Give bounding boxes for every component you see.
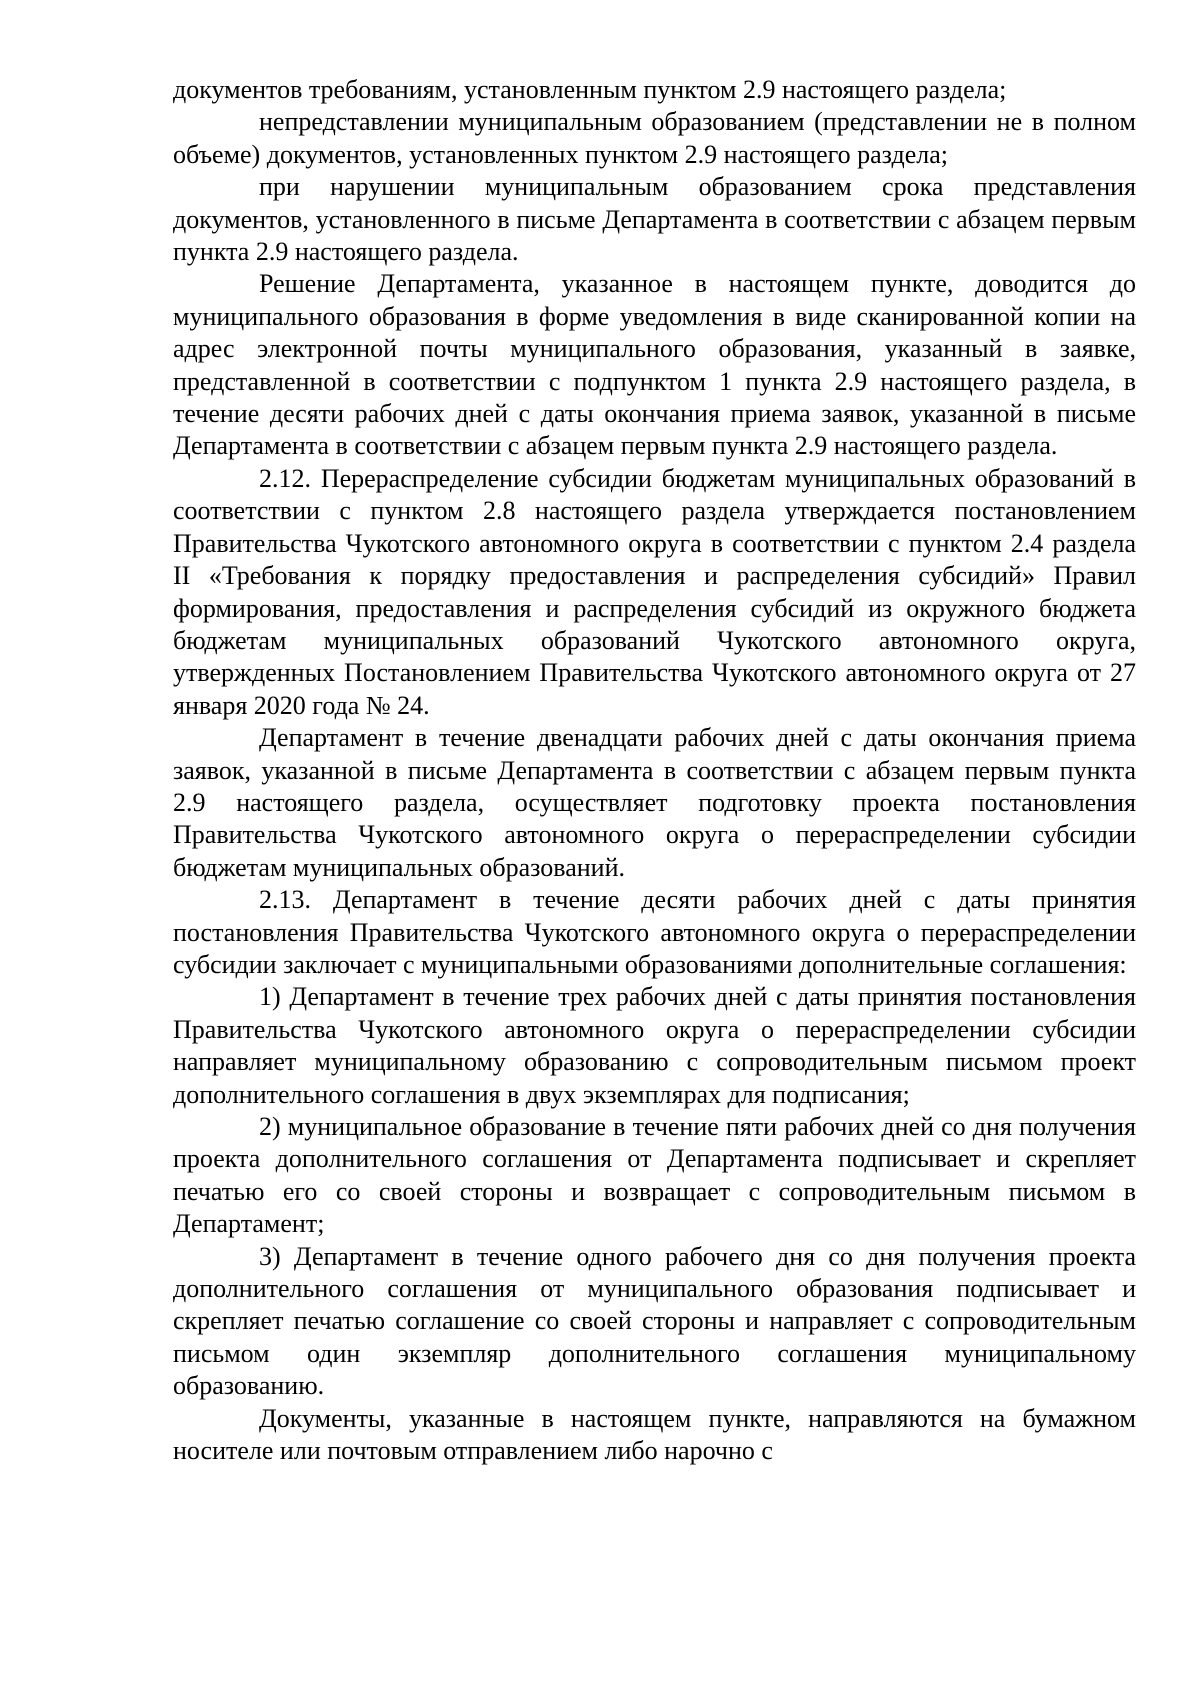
document-body	[173, 74, 1136, 1467]
paragraph-deadline-violation: при нарушении муниципальным образованием срока представления документов, установленного в письме Департамента в соответствии с абзацем первым пункта 2.9 настоящего раздела.	[173, 172, 1136, 267]
paragraph-2-12: 2.12. Перераспределение субсидии бюджетам муниципальных образований в соответствии с пунктом 2.8 настоящего раздела утверждается постановлением Правительства Чукотского автономного округа в соответствии с пунктом 2.4 раздела II «Требования к порядку предоставления и распределения субсидий» Правил формирования, предоставления и распределения субсидий из окружного бюджета бюджетам муниципальных образований Чукотского автономного округа, утвержденных Постановлением Правительства Чукотского автономного округа от 27 января 2020 года № 24.	[173, 463, 1136, 720]
paragraph-documents-delivery: Документы, указанные в настоящем пункте, направляются на бумажном носителе или почтовым отправлением либо нарочно с	[173, 1403, 1136, 1466]
paragraph-item-1: 1) Департамент в течение трех рабочих дней с даты принятия постановления Правительства Чукотского автономного округа о перераспределении субсидии направляет муниципальному образованию с сопроводительным письмом проект дополнительного соглашения в двух экземплярах для подписания;	[173, 982, 1136, 1109]
paragraph-nonsubmission: непредставлении муниципальным образованием (представлении не в полном объеме) документов, установленных пунктом 2.9 настоящего раздела;	[173, 107, 1136, 169]
paragraph-continuation: документов требованиям, установленным пунктом 2.9 настоящего раздела;	[173, 75, 1007, 104]
paragraph-item-3: 3) Департамент в течение одного рабочего дня со дня получения проекта дополнительного соглашения от муниципального образования подписывает и скрепляет печатью соглашение со своей стороны и направляет с сопроводительным письмом один экземпляр дополнительного соглашения муниципальному образованию.	[173, 1241, 1136, 1401]
paragraph-decision-notice: Решение Департамента, указанное в настоящем пункте, доводится до муниципального образования в форме уведомления в виде сканированной копии на адрес электронной почты муниципального образования, указанный в заявке, представленной в соответствии с подпунктом 1 пункта 2.9 настоящего раздела, в течение десяти рабочих дней с даты окончания приема заявок, указанной в письме Департамента в соответствии с абзацем первым пункта 2.9 настоящего раздела.	[173, 269, 1136, 461]
paragraph-2-13: 2.13. Департамент в течение десяти рабочих дней с даты принятия постановления Правительства Чукотского автономного округа о перераспределении субсидии заключает с муниципальными образованиями дополнительные соглашения:	[173, 885, 1136, 979]
paragraph-item-2: 2) муниципальное образование в течение пяти рабочих дней со дня получения проекта дополнительного соглашения от Департамента подписывает и скрепляет печатью его со своей стороны и возвращает с сопроводительным письмом в Департамент;	[173, 1112, 1136, 1239]
paragraph-draft-preparation: Департамент в течение двенадцати рабочих дней с даты окончания приема заявок, указанной в письме Департамента в соответствии с абзацем первым пункта 2.9 настоящего раздела, осуществляет подготовку проекта постановления Правительства Чукотского автономного округа о перераспределении субсидии бюджетам муниципальных образований.	[173, 723, 1136, 882]
